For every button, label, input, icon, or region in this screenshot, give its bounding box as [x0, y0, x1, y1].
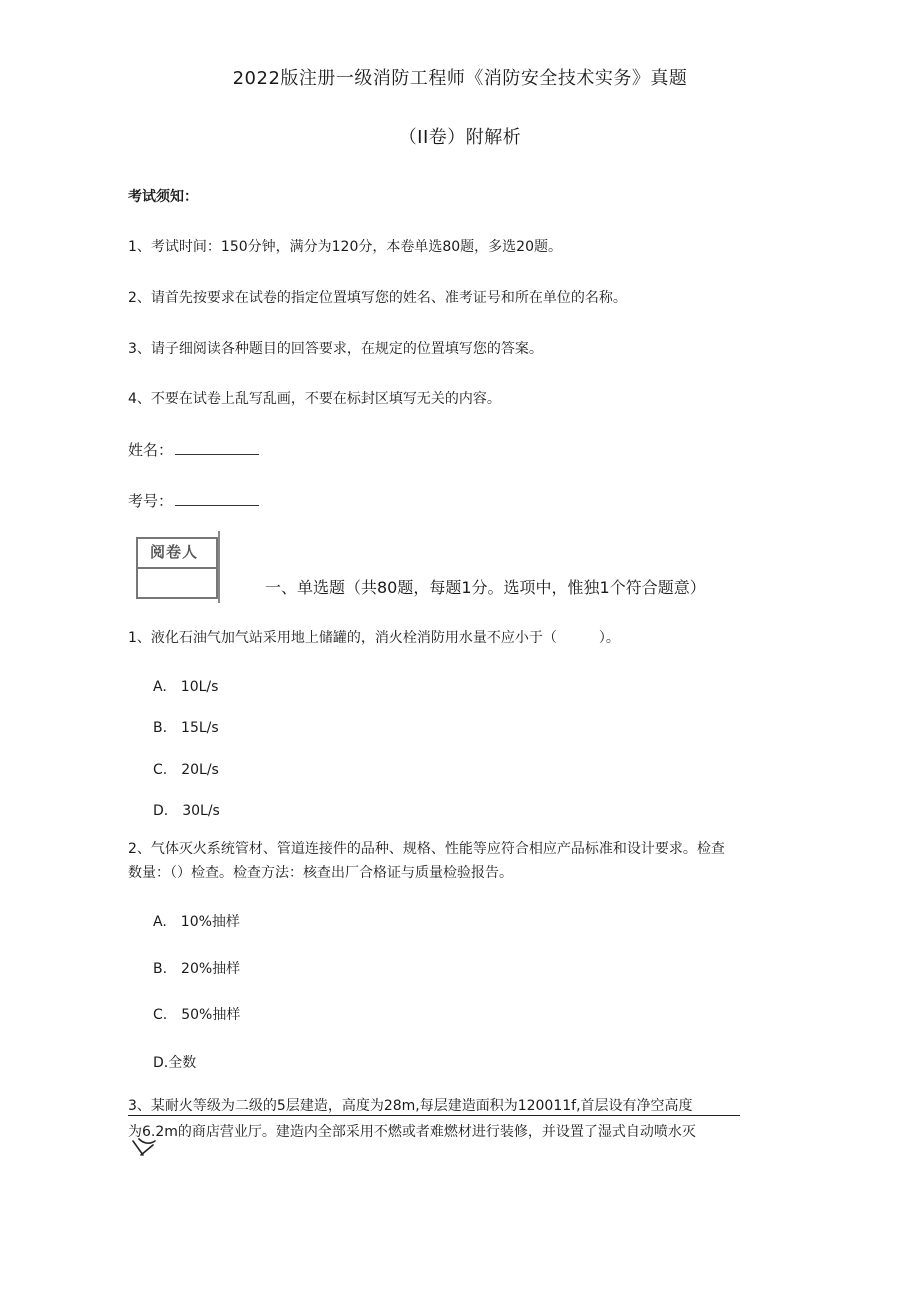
question-stem: 3、某耐火等级为二级的5层建造，高度为28m,每层建造面积为120011f,首层设有净空高度	[128, 1095, 740, 1116]
notice-item: 1、考试时间：150分钟，满分为120分，本卷单选80题，多选20题。	[128, 239, 562, 255]
notice-item: 2、请首先按要求在试卷的指定位置填写您的姓名、准考证号和所在单位的名称。	[128, 290, 627, 306]
grader-label: 阅卷人	[138, 539, 216, 569]
question-stem: 1、液化石油气加气站采用地上储罐的，消火栓消防用水量不应小于（ ）。	[128, 630, 620, 646]
answer-option[interactable]: D. 30L/s	[153, 803, 220, 819]
name-label: 姓名：	[128, 441, 174, 459]
notice-item: 3、请子细阅读各种题目的回答要求，在规定的位置填写您的答案。	[128, 341, 543, 357]
handwritten-mark	[131, 1137, 157, 1159]
grader-box-divider	[218, 531, 220, 603]
document-title: 2022版注册一级消防工程师《消防安全技术实务》真题	[232, 68, 688, 89]
answer-option[interactable]: C. 50%抽样	[153, 1007, 241, 1023]
document-subtitle: （II卷）附解析	[398, 127, 522, 148]
name-field[interactable]	[128, 439, 259, 460]
answer-option[interactable]: B. 20%抽样	[153, 961, 241, 977]
answer-option[interactable]: A. 10%抽样	[153, 914, 240, 930]
answer-option[interactable]: C. 20L/s	[153, 762, 219, 778]
answer-option[interactable]: B. 15L/s	[153, 720, 219, 736]
id-field[interactable]	[128, 490, 259, 511]
id-label: 考号：	[128, 492, 174, 510]
notice-heading: 考试须知：	[128, 189, 198, 205]
question-stem: 2、气体灭火系统管材、管道连接件的品种、规格、性能等应符合相应产品标准和设计要求。检查	[128, 841, 725, 857]
name-blank[interactable]	[175, 440, 259, 455]
notice-item: 4、不要在试卷上乱写乱画，不要在标封区填写无关的内容。	[128, 391, 501, 407]
question-stem-continued: 数量：（）检查。检查方法：核查出厂合格证与质量检验报告。	[128, 865, 513, 881]
question-stem-continued: 为6.2m的商店营业厅。建造内全部采用不燃或者难燃材进行装修，并设置了湿式自动喷水灭	[128, 1124, 696, 1140]
id-blank[interactable]	[175, 491, 259, 506]
answer-option[interactable]: D.全数	[153, 1055, 197, 1071]
answer-option[interactable]: A. 10L/s	[153, 679, 219, 695]
section-title: 一、单选题（共80题，每题1分。选项中，惟独1个符合题意）	[265, 578, 706, 597]
grader-box	[136, 537, 218, 599]
